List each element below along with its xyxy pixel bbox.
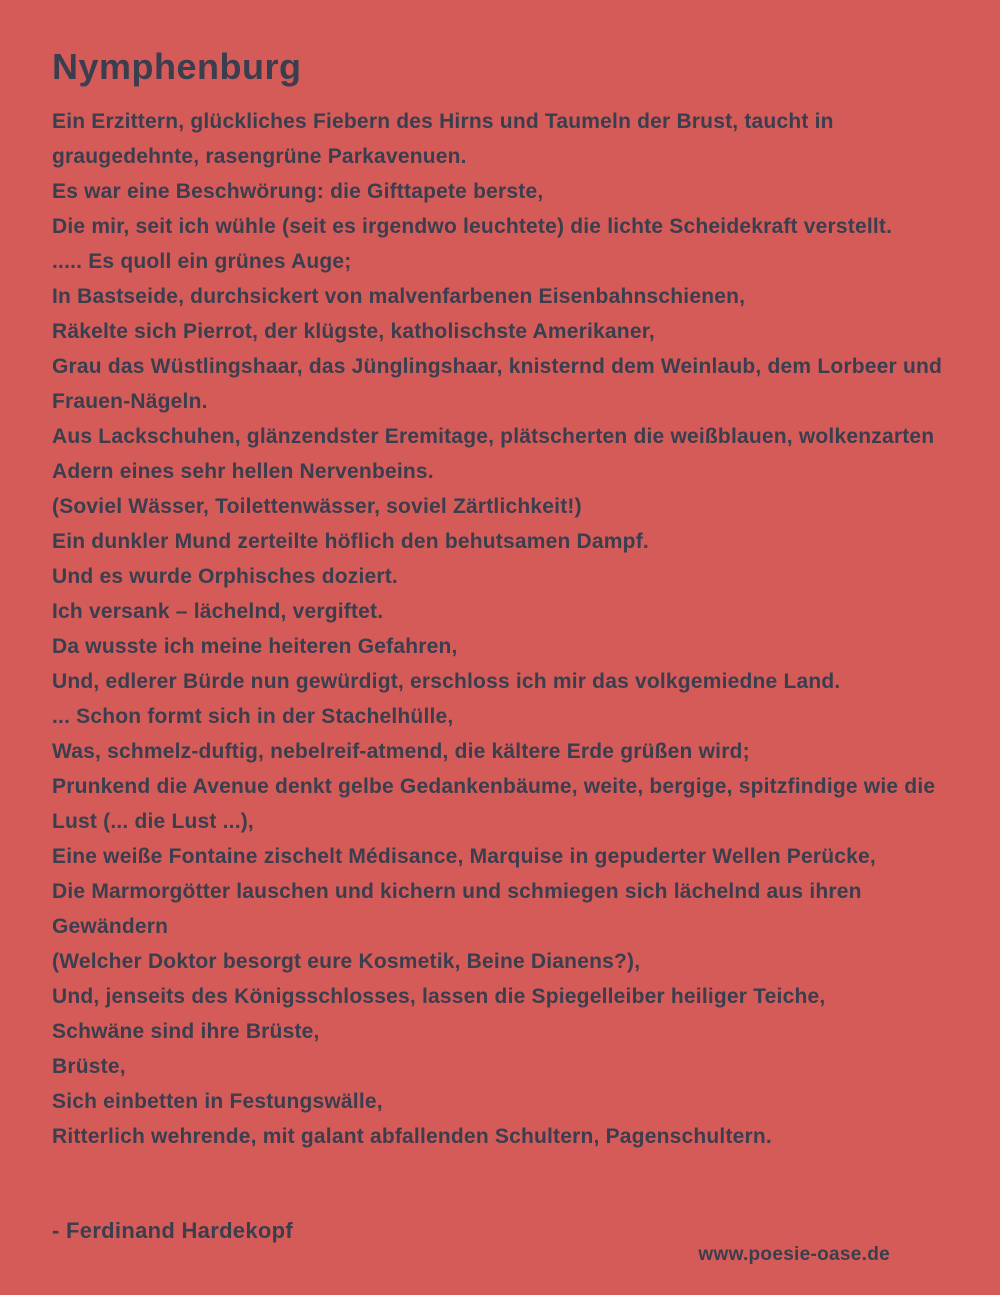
poem-line: Ich versank – lächelnd, vergiftet. bbox=[52, 600, 384, 623]
poem-line: ... Schon formt sich in der Stachelhülle, bbox=[52, 705, 454, 728]
poem-line: Räkelte sich Pierrot, der klügste, katholischste Amerikaner, bbox=[52, 320, 655, 343]
poem-line: Da wusste ich meine heiteren Gefahren, bbox=[52, 635, 458, 658]
poem-line: In Bastseide, durchsickert von malvenfarbenen Eisenbahnschienen, bbox=[52, 285, 746, 308]
poem-line: Brüste, bbox=[52, 1055, 126, 1078]
poem-line: Sich einbetten in Festungswälle, bbox=[52, 1090, 383, 1113]
poem-line: Die Marmorgötter lauschen und kichern und schmiegen sich lächelnd aus ihren Gewändern bbox=[52, 880, 862, 938]
poem-line: Eine weiße Fontaine zischelt Médisance, Marquise in gepuderter Wellen Perücke, bbox=[52, 845, 876, 868]
poem-author: - Ferdinand Hardekopf bbox=[52, 1218, 293, 1243]
poem-title: Nymphenburg bbox=[52, 46, 302, 87]
website-watermark: www.poesie-oase.de bbox=[698, 1244, 890, 1265]
poem-line: Ein Erzittern, glückliches Fiebern des Hirns und Taumeln der Brust, taucht in graugedehnte, rasengrüne Parkavenuen. bbox=[52, 110, 834, 168]
poem-line: (Welcher Doktor besorgt eure Kosmetik, Beine Dianens?), bbox=[52, 950, 641, 973]
poem-line: Es war eine Beschwörung: die Gifttapete berste, bbox=[52, 180, 544, 203]
poem-line: Was, schmelz-duftig, nebelreif-atmend, die kältere Erde grüßen wird; bbox=[52, 740, 750, 763]
poem-line: Grau das Wüstlingshaar, das Jünglingshaar, knisternd dem Weinlaub, dem Lorbeer und Frauen-Nägeln. bbox=[52, 355, 943, 413]
poem-line: Ein dunkler Mund zerteilte höflich den behutsamen Dampf. bbox=[52, 530, 649, 553]
poem-line: Und, jenseits des Königsschlosses, lassen die Spiegelleiber heiliger Teiche, bbox=[52, 985, 826, 1008]
poem-body bbox=[52, 104, 944, 1154]
poem-line: Die mir, seit ich wühle (seit es irgendwo leuchtete) die lichte Scheidekraft verstellt. bbox=[52, 215, 893, 238]
poem-line: Und, edlerer Bürde nun gewürdigt, erschloss ich mir das volkgemiedne Land. bbox=[52, 670, 841, 693]
poem-line: ..... Es quoll ein grünes Auge; bbox=[52, 250, 352, 273]
poem-line: Ritterlich wehrende, mit galant abfallenden Schultern, Pagenschultern. bbox=[52, 1125, 772, 1148]
poem-line: Prunkend die Avenue denkt gelbe Gedankenbäume, weite, bergige, spitzfindige wie die Lust (... die Lust ...), bbox=[52, 775, 936, 833]
poem-line: Und es wurde Orphisches doziert. bbox=[52, 565, 398, 588]
poem-line: (Soviel Wässer, Toilettenwässer, soviel Zärtlichkeit!) bbox=[52, 495, 582, 518]
poem-line: Schwäne sind ihre Brüste, bbox=[52, 1020, 320, 1043]
poem-line: Aus Lackschuhen, glänzendster Eremitage, plätscherten die weißblauen, wolkenzarten Adern eines sehr hellen Nervenbeins. bbox=[52, 425, 935, 483]
